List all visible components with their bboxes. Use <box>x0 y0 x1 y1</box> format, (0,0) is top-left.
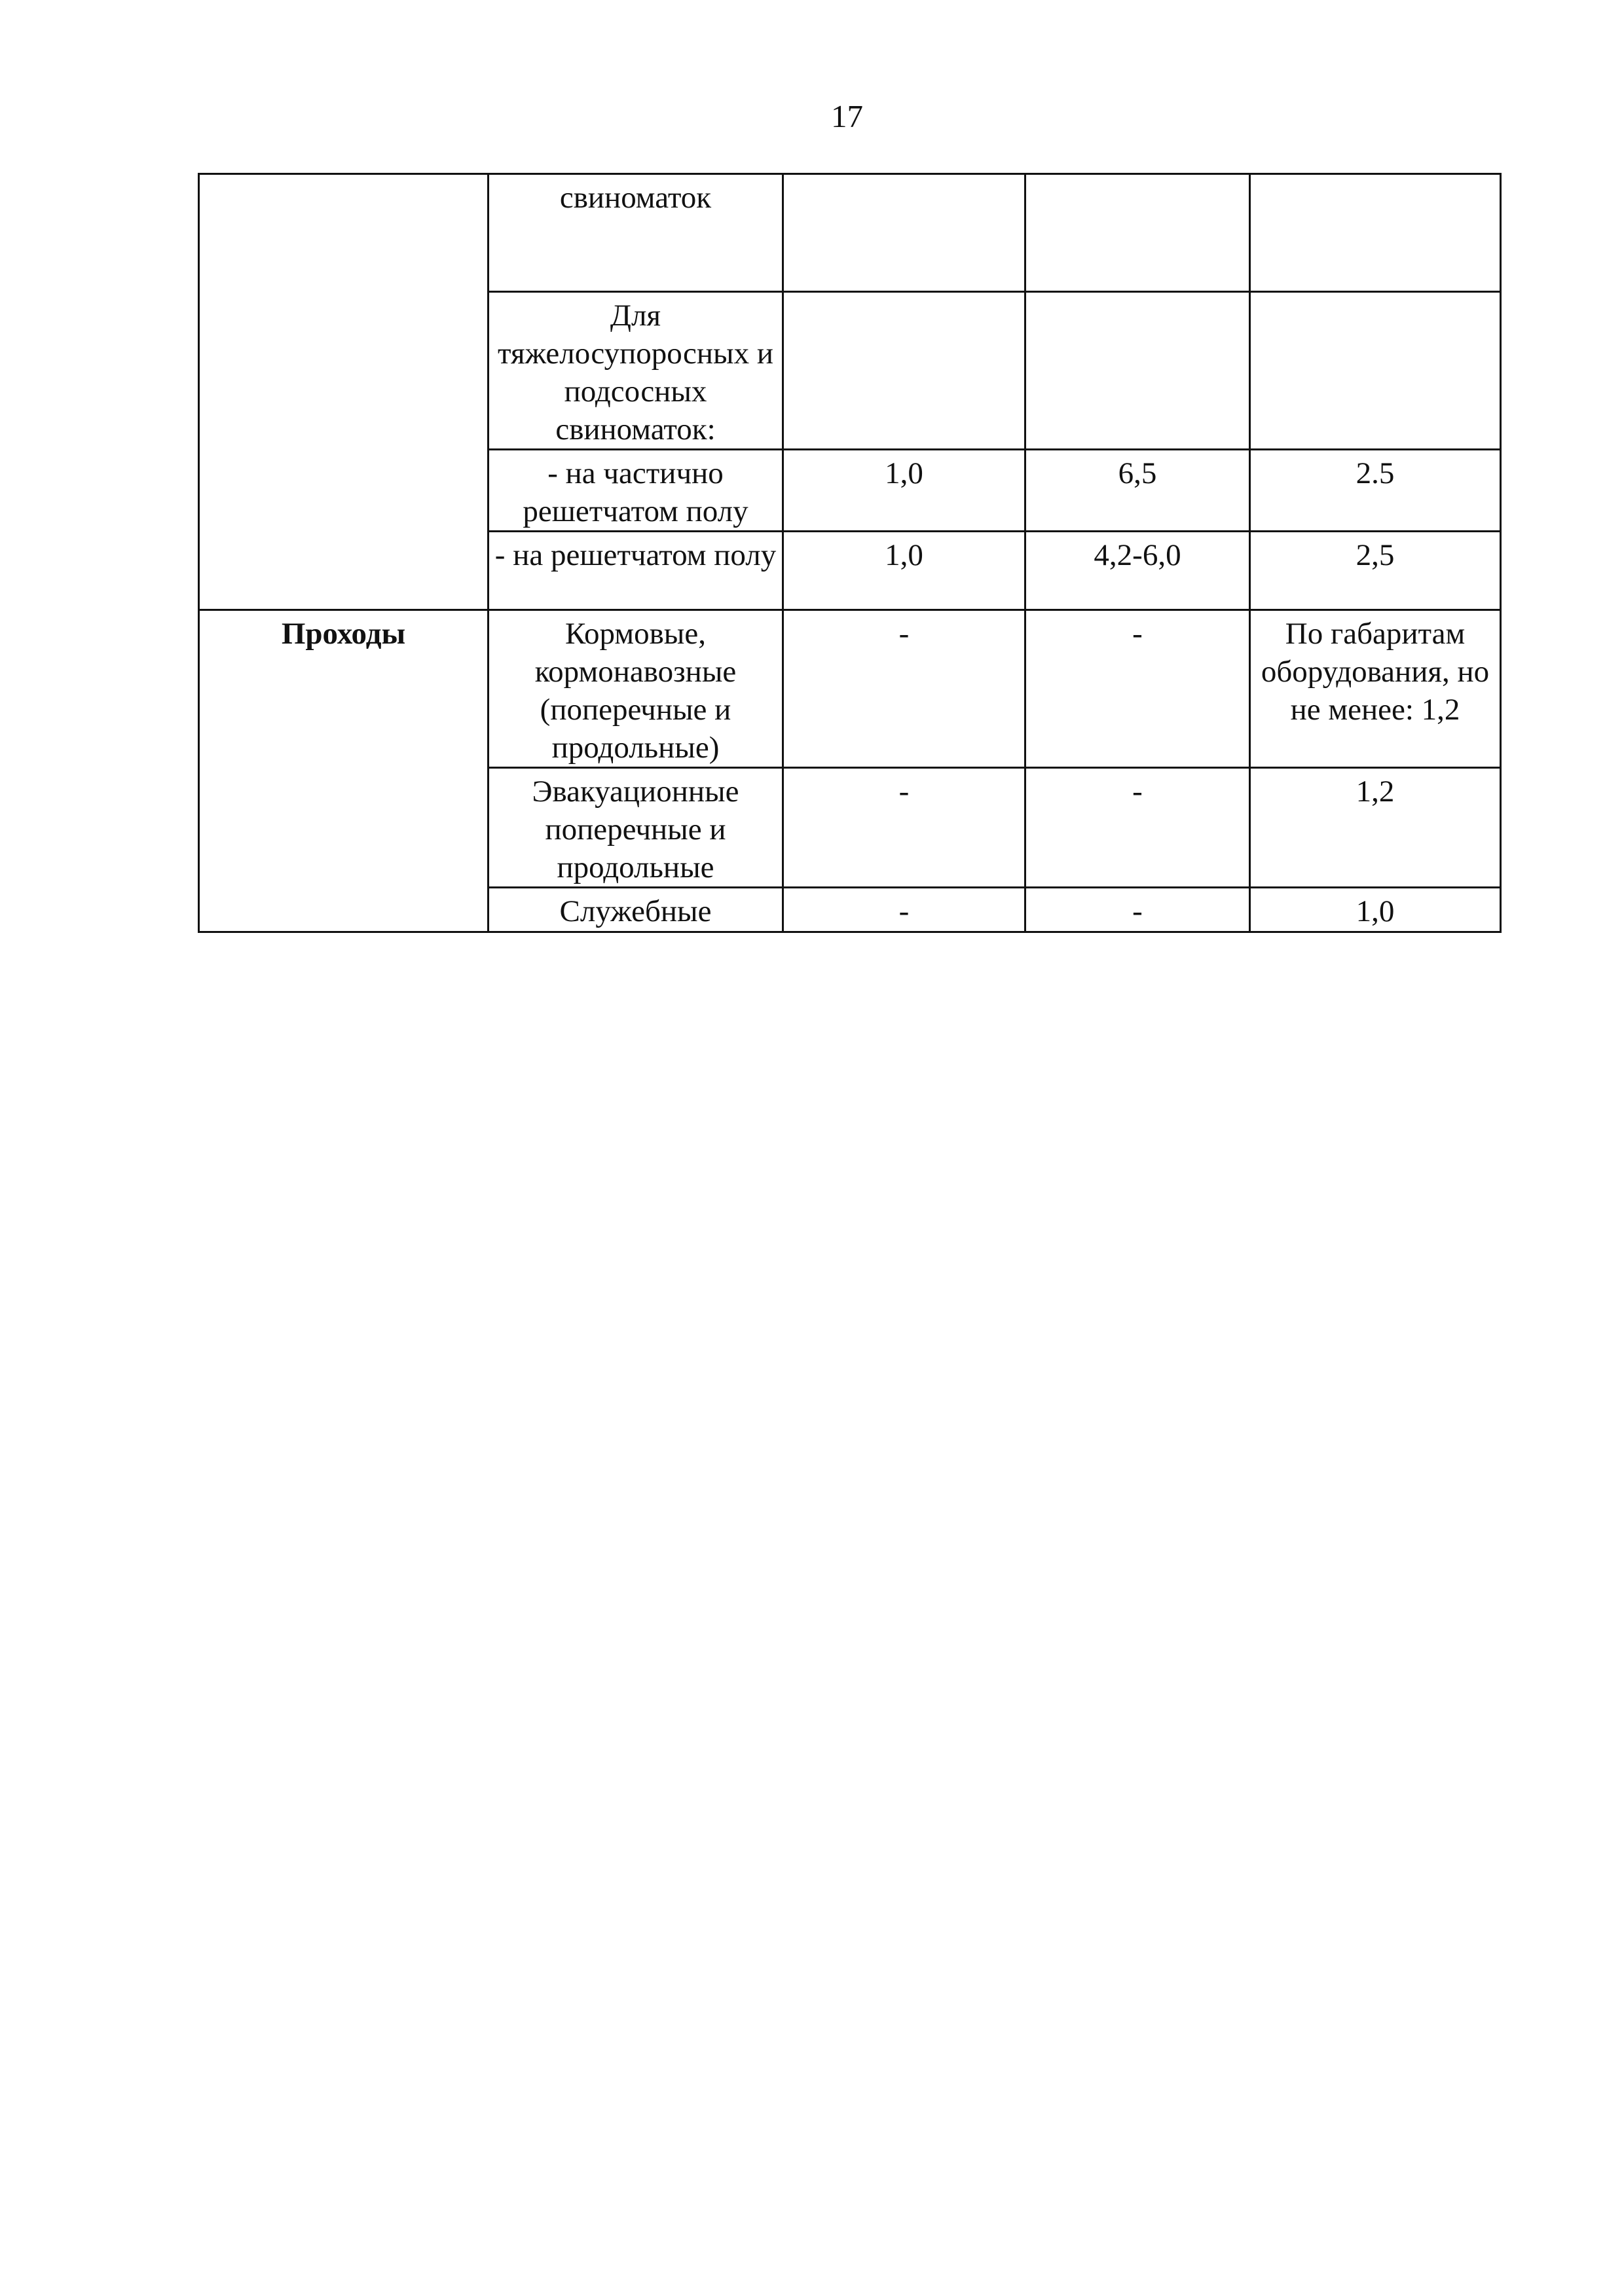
group-cell: Проходы <box>199 610 489 932</box>
value-cell-1 <box>783 174 1025 292</box>
value-cell-2: 4,2-6,0 <box>1025 532 1250 610</box>
table-row <box>199 174 1501 292</box>
value-cell-3 <box>1250 174 1501 292</box>
item-name-cell: Эвакуационные поперечные и продольные <box>489 768 783 888</box>
item-name-cell: Для тяжелосупоросных и подсосных свиноматок: <box>489 292 783 450</box>
value-cell-1 <box>783 292 1025 450</box>
value-cell-1: - <box>783 768 1025 888</box>
value-cell-2: 6,5 <box>1025 450 1250 532</box>
value-cell-1: 1,0 <box>783 450 1025 532</box>
item-name-cell: Служебные <box>489 888 783 932</box>
value-cell-3: 2,5 <box>1250 532 1501 610</box>
value-cell-1: 1,0 <box>783 532 1025 610</box>
item-name-cell: - на решетчатом полу <box>489 532 783 610</box>
norms-table <box>198 173 1502 933</box>
value-cell-3: 1,2 <box>1250 768 1501 888</box>
value-cell-2 <box>1025 174 1250 292</box>
value-cell-1: - <box>783 610 1025 768</box>
group-cell <box>199 174 489 610</box>
value-cell-3: 1,0 <box>1250 888 1501 932</box>
value-cell-2: - <box>1025 610 1250 768</box>
value-cell-2: - <box>1025 768 1250 888</box>
table-row <box>199 610 1501 768</box>
item-name-cell: - на частично решетчатом полу <box>489 450 783 532</box>
value-cell-2: - <box>1025 888 1250 932</box>
page-number: 17 <box>831 98 863 134</box>
value-cell-1: - <box>783 888 1025 932</box>
item-name-cell: Кормовые, кормонавозные (поперечные и продольные) <box>489 610 783 768</box>
value-cell-2 <box>1025 292 1250 450</box>
value-cell-3: 2.5 <box>1250 450 1501 532</box>
value-cell-3: По габаритам оборудования, но не менее: 1,2 <box>1250 610 1501 768</box>
item-name-cell: свиноматок <box>489 174 783 292</box>
value-cell-3 <box>1250 292 1501 450</box>
